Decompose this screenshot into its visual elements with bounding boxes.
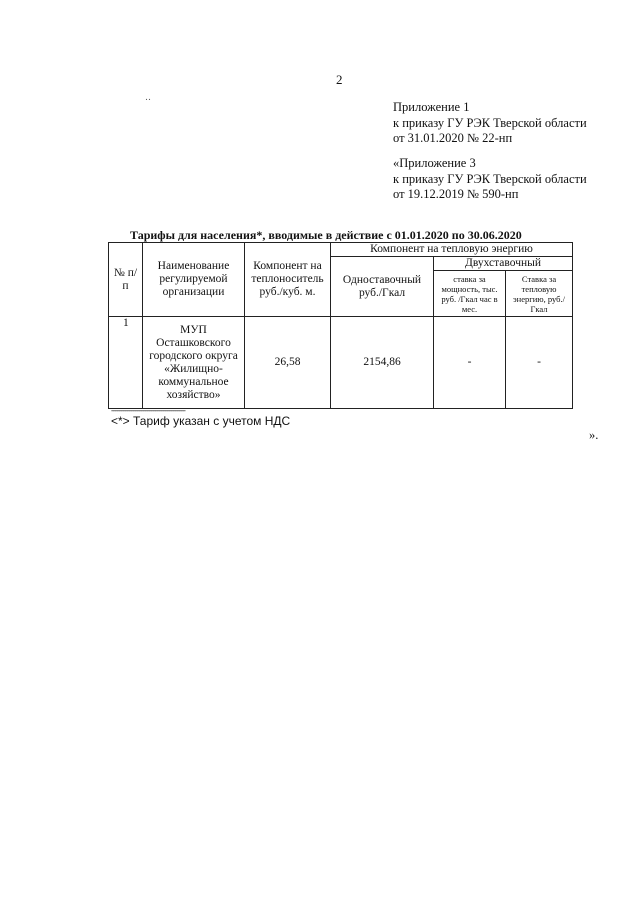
appendix-1-block (393, 100, 587, 147)
page-number: 2 (336, 72, 343, 87)
scan-specks: ‥ (145, 92, 153, 102)
cell-number: 1 (109, 317, 143, 409)
appendix-1-line-3: от 31.01.2020 № 22-нп (393, 131, 513, 145)
appendix-1-line-2: к приказу ГУ РЭК Тверской области (393, 115, 587, 130)
cell-organization: МУП Осташковского городского округа «Жилищно-коммунальное хозяйство» (143, 317, 245, 409)
cell-power-rate: - (434, 317, 506, 409)
cell-single-rate: 2154,86 (331, 317, 434, 409)
header-power-rate: ставка за мощность, тыс. руб. /Гкал час в мес. (434, 271, 506, 317)
footnote-separator: ------------------------------------- (111, 405, 185, 415)
header-number: № п/п (109, 243, 143, 317)
footnote: <*> Тариф указан с учетом НДС (111, 414, 291, 428)
table-title: Тарифы для населения*, вводимые в действие с 01.01.2020 по 30.06.2020 (130, 228, 522, 242)
table-row (109, 317, 573, 409)
header-organization: Наименование регулируемой организации (143, 243, 245, 317)
cell-heat-carrier: 26,58 (245, 317, 331, 409)
header-energy-rate: Ставка за тепловую энергию, руб./Гкал (506, 271, 573, 317)
appendix-1-line-1: Приложение 1 (393, 100, 470, 114)
tariff-table (108, 242, 573, 409)
cell-energy-rate: - (506, 317, 573, 409)
header-single-rate: Одноставочный руб./Гкал (331, 257, 434, 317)
appendix-3-line-2: к приказу ГУ РЭК Тверской области (393, 171, 587, 186)
closing-quote: ». (589, 428, 599, 442)
appendix-3-line-3: от 19.12.2019 № 590-нп (393, 187, 519, 201)
header-heat-carrier: Компонент на теплоноситель руб./куб. м. (245, 243, 331, 317)
header-two-rate: Двухставочный (434, 257, 573, 271)
appendix-3-line-1: «Приложение 3 (393, 156, 476, 170)
header-heat-energy: Компонент на тепловую энергию (331, 243, 573, 257)
appendix-3-block (393, 156, 587, 203)
